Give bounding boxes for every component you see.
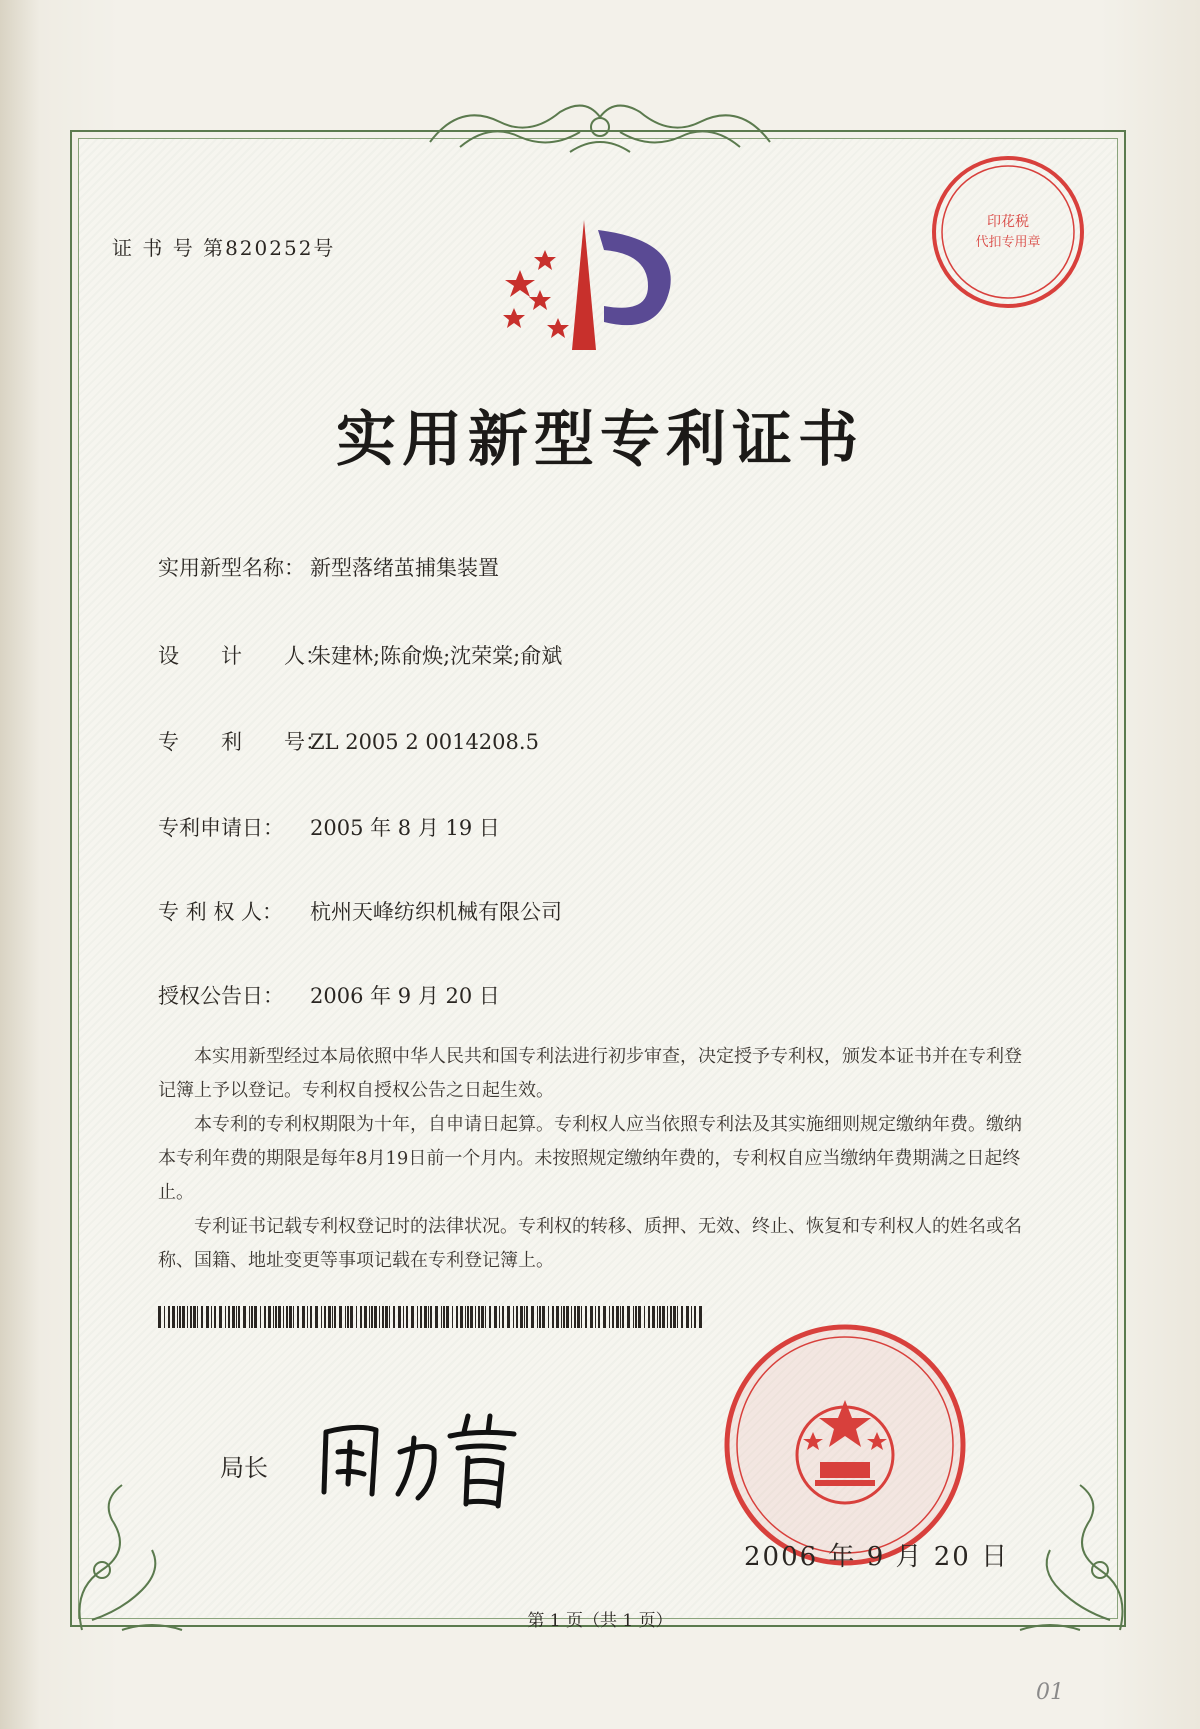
barcode-bar	[201, 1306, 203, 1328]
barcode-bar	[371, 1306, 373, 1328]
barcode-bar	[499, 1306, 500, 1328]
barcode-bar	[691, 1306, 692, 1328]
field-label: 专 利 号：	[158, 730, 326, 754]
barcode-bar	[345, 1306, 346, 1328]
barcode-bar	[238, 1306, 240, 1328]
barcode-bar	[677, 1306, 678, 1328]
barcode-bar	[389, 1306, 390, 1328]
barcode-bar	[478, 1306, 480, 1328]
issue-date: 2006 年 9 月 20 日	[744, 1542, 1010, 1572]
field-value: 杭州天峰纺织机械有限公司	[310, 900, 562, 924]
barcode-bar	[182, 1306, 185, 1328]
barcode-bar	[211, 1306, 212, 1328]
barcode-bar	[369, 1306, 370, 1328]
barcode-bar	[513, 1306, 514, 1328]
barcode-bar	[172, 1306, 175, 1328]
barcode-bar	[310, 1306, 312, 1328]
barcode-bar	[273, 1306, 274, 1328]
barcode-bar	[289, 1306, 292, 1328]
top-ornament	[420, 92, 780, 162]
barcode-bar	[219, 1306, 222, 1328]
body-paragraph: 本实用新型经过本局依照中华人民共和国专利法进行初步审查，决定授予专利权，颁发本证书并在专利登记簿上予以登记。专利权自授权公告之日起生效。	[158, 1046, 1022, 1101]
barcode-bar	[616, 1306, 619, 1328]
barcode-bar	[225, 1306, 226, 1328]
barcode-bar	[662, 1306, 665, 1328]
barcode-bar	[595, 1306, 596, 1328]
barcode-bar	[382, 1306, 384, 1328]
barcode-bar	[164, 1306, 165, 1328]
barcode-bar	[332, 1306, 333, 1328]
barcode-bar	[339, 1306, 342, 1328]
barcode-bar	[428, 1306, 429, 1328]
barcode-bar	[531, 1306, 534, 1328]
barcode-bar	[264, 1306, 266, 1328]
barcode-bar	[275, 1306, 277, 1328]
field-value: 新型落绪茧捕集装置	[310, 556, 499, 580]
barcode-bar	[524, 1306, 525, 1328]
director-label: 局长	[220, 1454, 268, 1482]
barcode-bar	[585, 1306, 587, 1328]
barcode-bar	[494, 1306, 497, 1328]
barcode-bar	[328, 1306, 331, 1328]
barcode-bar	[581, 1306, 582, 1328]
barcode-bar	[670, 1306, 672, 1328]
barcode-bar	[293, 1306, 294, 1328]
barcode-bar	[577, 1306, 580, 1328]
certificate-body	[158, 1040, 1030, 1278]
barcode-bar	[603, 1306, 606, 1328]
barcode-bar	[403, 1306, 404, 1328]
barcode-bar	[620, 1306, 621, 1328]
patent-office-logo	[500, 210, 700, 360]
barcode-bar	[360, 1306, 362, 1328]
barcode-bar	[460, 1306, 463, 1328]
barcode-bar	[350, 1306, 353, 1328]
barcode-bar	[609, 1306, 610, 1328]
barcode-bar	[441, 1306, 442, 1328]
barcode-bar	[561, 1306, 562, 1328]
barcode-bar	[424, 1306, 427, 1328]
svg-text:印花税: 印花税	[987, 214, 1029, 230]
barcode-bar	[260, 1306, 261, 1328]
barcode-bar	[283, 1306, 284, 1328]
barcode-bar	[356, 1306, 357, 1328]
barcode-bar	[197, 1306, 198, 1328]
barcode-bar	[179, 1306, 181, 1328]
barcode-bar	[686, 1306, 689, 1328]
barcode-bar	[694, 1306, 696, 1328]
barcode-bar	[187, 1306, 188, 1328]
barcode-bar	[193, 1306, 196, 1328]
barcode-bar	[347, 1306, 349, 1328]
official-seal	[720, 1320, 970, 1570]
barcode-bar	[571, 1306, 572, 1328]
barcode-bar	[673, 1306, 676, 1328]
barcode-bar	[470, 1306, 473, 1328]
field-patentee	[158, 896, 562, 926]
field-label: 设 计 人：	[158, 644, 326, 668]
barcode-bar	[411, 1306, 414, 1328]
barcode-bar	[420, 1306, 422, 1328]
field-value: 2005 年 8 月 19 日	[310, 816, 500, 840]
barcode-bar	[520, 1306, 523, 1328]
certificate-title: 实用新型专利证书	[336, 405, 864, 475]
handwritten-note: 01	[1036, 1680, 1064, 1705]
barcode-bar	[286, 1306, 288, 1328]
barcode-bar	[699, 1306, 702, 1328]
barcode	[158, 1306, 704, 1328]
barcode-bar	[612, 1306, 614, 1328]
barcode-bar	[507, 1306, 510, 1328]
field-value: 朱建林;陈俞焕;沈荣棠;俞斌	[310, 644, 563, 668]
barcode-bar	[374, 1306, 377, 1328]
barcode-bar	[430, 1306, 432, 1328]
barcode-bar	[297, 1306, 299, 1328]
barcode-bar	[539, 1306, 541, 1328]
barcode-bar	[574, 1306, 576, 1328]
barcode-bar	[435, 1306, 438, 1328]
field-label: 授权公告日：	[158, 984, 284, 1008]
barcode-bar	[393, 1306, 395, 1328]
field-patent-number	[158, 726, 539, 756]
field-application-date	[158, 812, 500, 842]
barcode-bar	[446, 1306, 449, 1328]
barcode-bar	[481, 1306, 484, 1328]
barcode-bar	[278, 1306, 281, 1328]
field-label: 实用新型名称：	[158, 556, 305, 580]
barcode-bar	[537, 1306, 538, 1328]
barcode-bar	[681, 1306, 683, 1328]
barcode-bar	[379, 1306, 380, 1328]
svg-text:代扣专用章: 代扣专用章	[975, 235, 1041, 250]
barcode-bar	[556, 1306, 559, 1328]
field-value: ZL 2005 2 0014208.5	[310, 730, 539, 754]
barcode-bar	[214, 1306, 216, 1328]
barcode-bar	[627, 1306, 630, 1328]
barcode-bar	[398, 1306, 401, 1328]
barcode-bar	[644, 1306, 645, 1328]
barcode-bar	[228, 1306, 230, 1328]
field-designers	[158, 640, 562, 670]
barcode-bar	[648, 1306, 650, 1328]
barcode-bar	[254, 1306, 257, 1328]
page-indicator: 第 1 页（共 1 页）	[527, 1611, 673, 1631]
barcode-bar	[526, 1306, 528, 1328]
barcode-bar	[652, 1306, 655, 1328]
barcode-bar	[456, 1306, 458, 1328]
barcode-bar	[321, 1306, 322, 1328]
barcode-bar	[590, 1306, 593, 1328]
barcode-bar	[206, 1306, 209, 1328]
barcode-bar	[502, 1306, 504, 1328]
barcode-bar	[485, 1306, 486, 1328]
barcode-bar	[489, 1306, 491, 1328]
barcode-bar	[364, 1306, 367, 1328]
barcode-bar	[324, 1306, 326, 1328]
barcode-bar	[563, 1306, 565, 1328]
barcode-bar	[417, 1306, 418, 1328]
barcode-bar	[243, 1306, 246, 1328]
barcode-bar	[452, 1306, 453, 1328]
barcode-bar	[236, 1306, 237, 1328]
barcode-bar	[638, 1306, 641, 1328]
barcode-bar	[548, 1306, 549, 1328]
field-grant-date	[158, 980, 500, 1010]
barcode-bar	[552, 1306, 554, 1328]
barcode-bar	[566, 1306, 569, 1328]
certificate-number: 证 书 号 第820252号	[112, 236, 336, 260]
barcode-bar	[467, 1306, 469, 1328]
barcode-bar	[659, 1306, 661, 1328]
barcode-bar	[542, 1306, 545, 1328]
barcode-bar	[315, 1306, 318, 1328]
barcode-bar	[307, 1306, 308, 1328]
barcode-bar	[598, 1306, 600, 1328]
barcode-bar	[302, 1306, 305, 1328]
barcode-bar	[667, 1306, 668, 1328]
body-paragraph: 专利证书记载专利权登记时的法律状况。专利权的转移、质押、无效、终止、恢复和专利权人的姓名或名称、国籍、地址变更等事项记载在专利登记簿上。	[158, 1216, 1022, 1271]
barcode-bar	[251, 1306, 253, 1328]
barcode-bar	[443, 1306, 445, 1328]
barcode-bar	[177, 1306, 178, 1328]
director-signature	[318, 1402, 538, 1522]
barcode-bar	[622, 1306, 624, 1328]
barcode-bar	[516, 1306, 518, 1328]
field-utility-model-name	[158, 552, 499, 582]
barcode-bar	[635, 1306, 637, 1328]
barcode-bar	[158, 1306, 161, 1328]
barcode-bar	[268, 1306, 271, 1328]
barcode-bar	[249, 1306, 250, 1328]
barcode-bar	[465, 1306, 466, 1328]
field-label: 专 利 权 人：	[158, 900, 284, 924]
field-value: 2006 年 9 月 20 日	[310, 984, 500, 1008]
barcode-bar	[168, 1306, 170, 1328]
barcode-bar	[633, 1306, 634, 1328]
barcode-bar	[334, 1306, 336, 1328]
barcode-bar	[475, 1306, 476, 1328]
tax-stamp	[928, 152, 1088, 312]
body-paragraph: 本专利的专利权期限为十年，自申请日起算。专利权人应当依照专利法及其实施细则规定缴纳年费。缴纳本专利年费的期限是每年8月19日前一个月内。未按照规定缴纳年费的，专利权自应当缴纳年费期满之日起终止。	[158, 1114, 1022, 1203]
barcode-bar	[190, 1306, 192, 1328]
barcode-bar	[406, 1306, 408, 1328]
field-label: 专利申请日：	[158, 816, 284, 840]
barcode-bar	[385, 1306, 388, 1328]
barcode-bar	[657, 1306, 658, 1328]
barcode-bar	[232, 1306, 235, 1328]
